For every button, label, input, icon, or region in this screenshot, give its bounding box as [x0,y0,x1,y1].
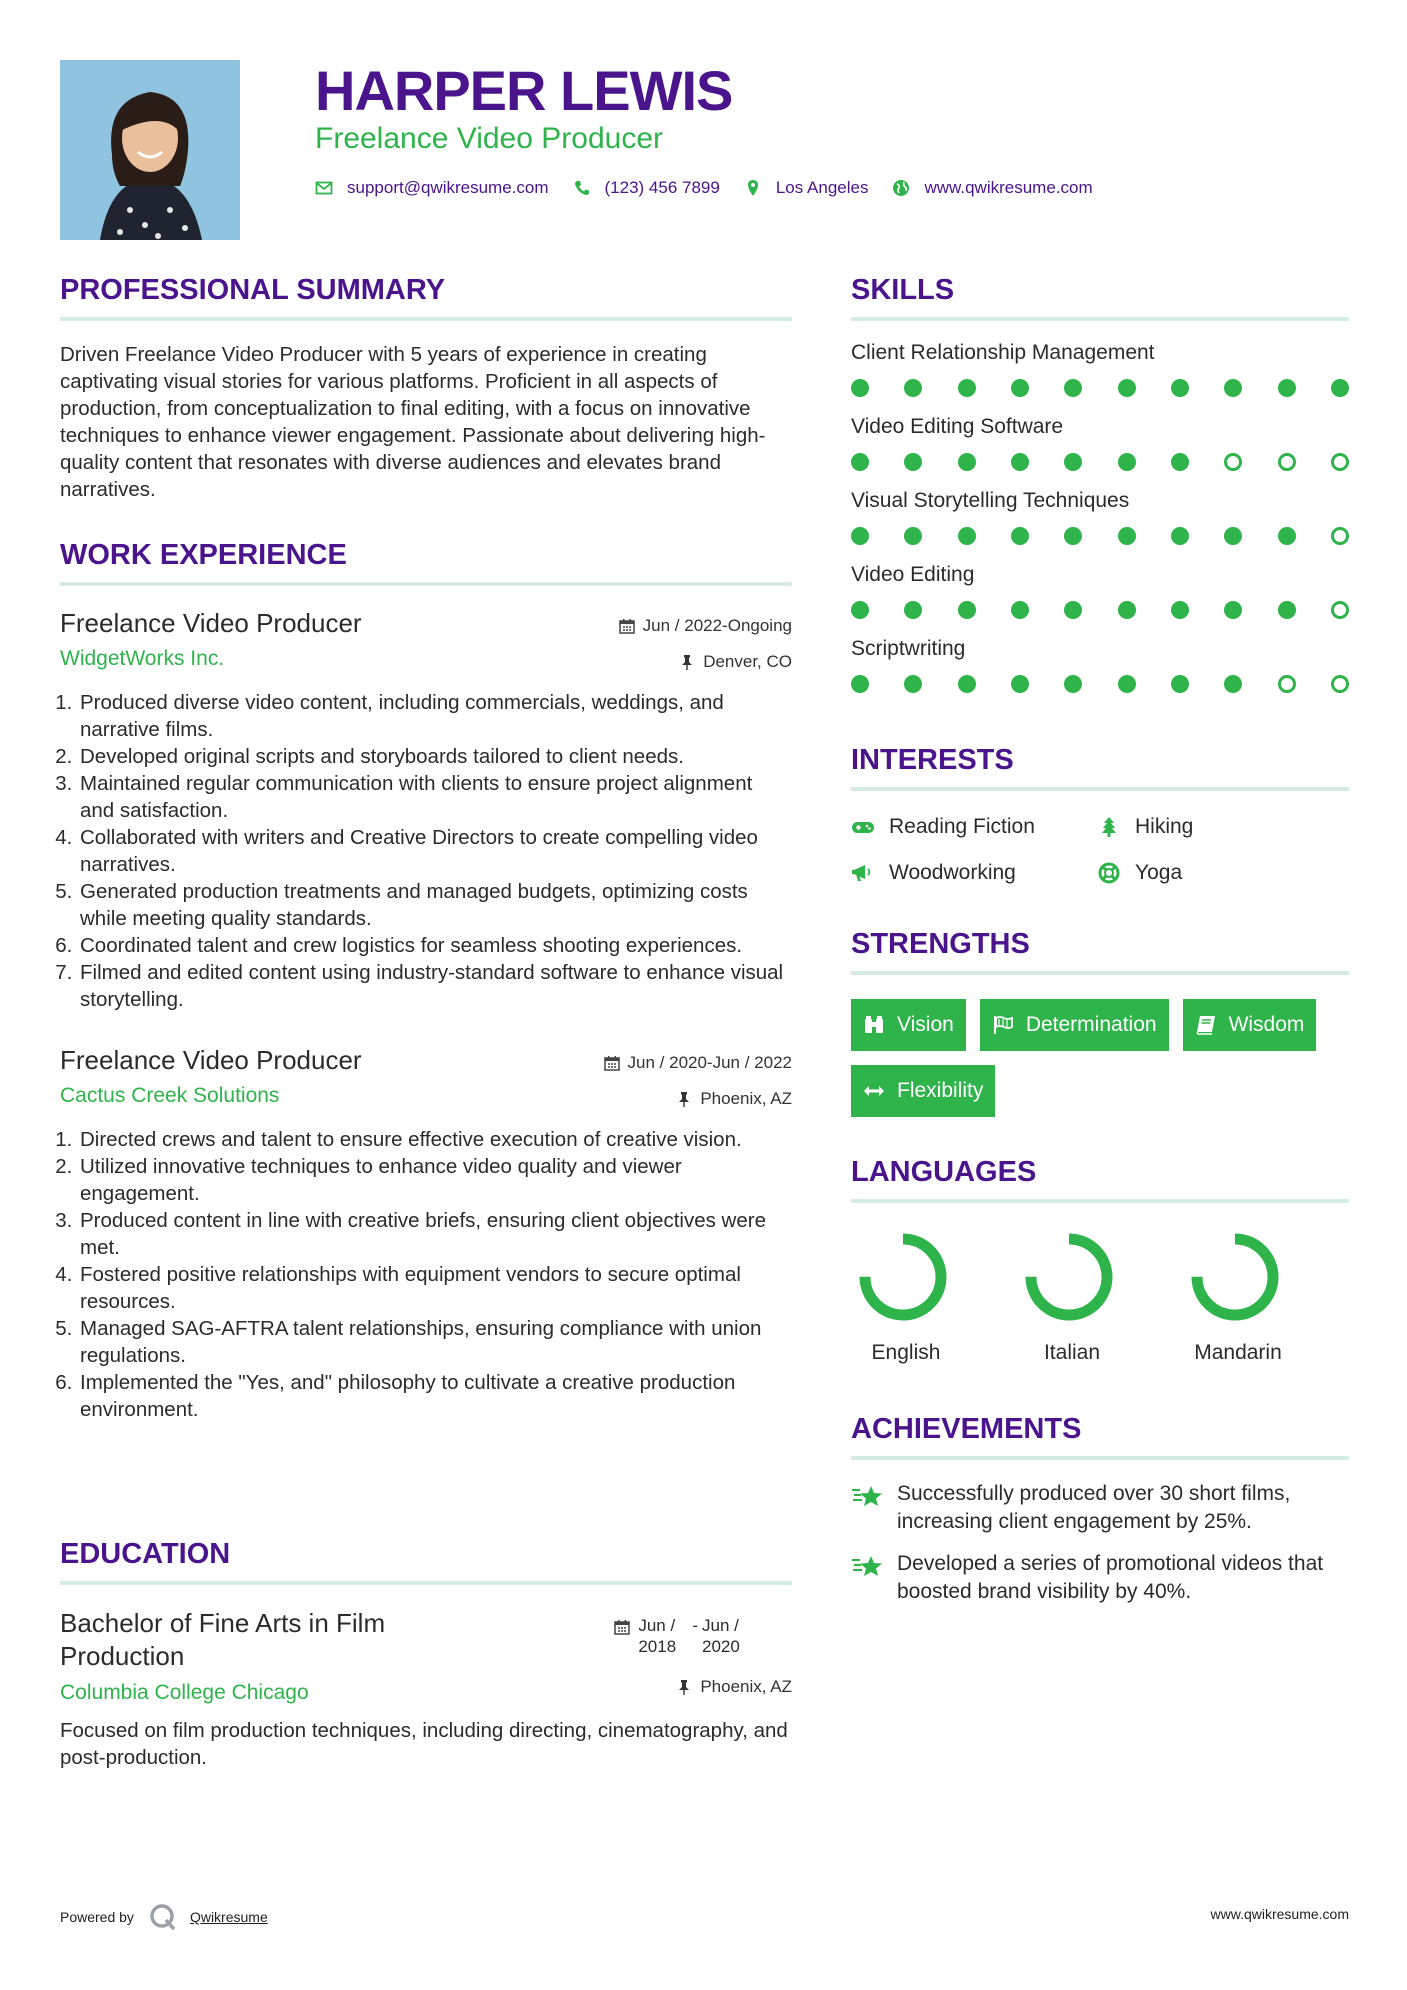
shooting-star-icon [851,1482,885,1512]
website-text: www.qwikresume.com [924,178,1093,197]
languages-list [851,1229,1349,1365]
calendar-icon [619,618,635,634]
rating-dot-filled [1278,379,1296,397]
rating-dot-filled [958,601,976,619]
map-marker-icon [744,179,762,197]
job-date: Jun / 2022-Ongoing [619,616,792,636]
rating-dot-filled [1278,527,1296,545]
job-title: Freelance Video Producer [60,608,362,638]
language-name: Mandarin [1194,1341,1282,1364]
achievement-item: Developed a series of promotional videos that boosted brand visibility by 40%. [851,1550,1349,1606]
interest-item: Hiking [1097,815,1337,839]
rating-dot-filled [1118,527,1136,545]
envelope-icon [315,179,333,197]
list-item: 6. Coordinated talent and crew logistics for seamless shooting experiences. [78,932,792,959]
location-text: Los Angeles [775,178,869,197]
education-location: Phoenix, AZ [676,1677,792,1697]
shooting-star-icon [851,1552,885,1582]
skill-name: Video Editing [851,563,975,586]
strength-badge: Wisdom [1183,999,1317,1051]
job-company: WidgetWorks Inc. [60,647,225,670]
education-section [60,1538,792,1771]
lifebuoy-icon [1097,862,1121,884]
rating-dot-filled [1224,379,1242,397]
rating-dot-filled [851,675,869,693]
skills-title: SKILLS [851,274,1349,321]
phone-text: (123) 456 7899 [604,178,720,197]
rating-dot-filled [1224,527,1242,545]
rating-dot-filled [1171,453,1189,471]
rating-dot-empty [1278,675,1296,693]
language-ring [855,1229,951,1325]
language-ring-arc [865,1239,941,1315]
rating-dot-filled [904,379,922,397]
rating-dot-empty [1331,527,1349,545]
contact-website[interactable] [892,178,1092,198]
list-item: 2. Utilized innovative techniques to enhance video quality and viewer engagement. [78,1153,792,1207]
interest-item: Yoga [1097,861,1337,885]
start-date: Jun / 2018 [638,1616,677,1656]
education-entry [60,1607,792,1771]
email-text: support@qwikresume.com [347,178,549,197]
globe-icon [892,179,910,197]
rating-dot-filled [904,601,922,619]
job-bullets [60,689,792,1013]
achievement-item: Successfully produced over 30 short films, increasing client engagement by 25%. [851,1480,1349,1536]
school-name: Columbia College Chicago [60,1681,309,1704]
qwikresume-link[interactable]: Qwikresume [189,1909,268,1925]
footer-powered-by [60,1902,268,1932]
rating-dot-filled [1118,379,1136,397]
skill-rating [851,453,1349,471]
strengths-list [851,985,1349,1117]
list-item: 3. Maintained regular communication with clients to ensure project alignment and satisfaction. [78,770,792,824]
rating-dot-filled [851,527,869,545]
gamepad-icon [851,816,875,838]
rating-dot-filled [904,675,922,693]
rating-dot-filled [958,527,976,545]
education-title: EDUCATION [60,1538,792,1585]
strength-badge: Determination [980,999,1169,1051]
rating-dot-filled [1171,379,1189,397]
rating-dot-filled [1331,379,1349,397]
achievements-section [851,1413,1349,1606]
bullhorn-icon [851,862,875,884]
list-item: 1. Produced diverse video content, including commercials, weddings, and narrative films. [78,689,792,743]
summary-section [60,274,792,503]
list-item: 3. Produced content in line with creative briefs, ensuring client objectives were met. [78,1207,792,1261]
rating-dot-empty [1331,601,1349,619]
rating-dot-filled [1011,453,1029,471]
job-entry [60,608,792,1013]
languages-title: LANGUAGES [851,1156,1349,1203]
interest-item: Reading Fiction [851,815,1097,839]
list-item: 2. Developed original scripts and storyboards tailored to client needs. [78,743,792,770]
language-name: English [871,1341,941,1364]
list-item: 6. Implemented the "Yes, and" philosophy to cultivate a creative production environment. [78,1369,792,1423]
strength-badge: Vision [851,999,966,1051]
summary-title: PROFESSIONAL SUMMARY [60,274,792,321]
rating-dot-filled [851,379,869,397]
experience-section [60,539,792,1423]
language-ring [1187,1229,1283,1325]
rating-dot-filled [1171,527,1189,545]
pushpin-icon [676,1679,692,1695]
contact-location [744,178,869,198]
summary-text: Driven Freelance Video Producer with 5 years of experience in creating captivating visual stories for various platforms. Proficient in all aspects of production, from conceptualization to final editing, with a focus on innovative techniques to enhance viewer engagement. Passionate about delivering high-quality content that resonates with diverse audiences and elevates brand narratives. [60,343,766,501]
job-entry [60,1045,792,1423]
contact-phone[interactable] [573,178,720,198]
skills-list [851,341,1349,693]
strengths-title: STRENGTHS [851,928,1349,975]
list-item: 4. Collaborated with writers and Creative Directors to create compelling video narratives. [78,824,792,878]
rating-dot-filled [1064,379,1082,397]
arrows-h-icon [863,1081,885,1101]
job-location: Denver, CO [679,652,792,672]
flag-icon [992,1015,1014,1035]
rating-dot-filled [1118,675,1136,693]
job-location: Phoenix, AZ [676,1089,792,1109]
rating-dot-filled [958,453,976,471]
book-icon [1195,1015,1217,1035]
strength-badge: Flexibility [851,1065,995,1117]
rating-dot-filled [1224,601,1242,619]
strengths-section [851,928,1349,1117]
date-dash: - [692,1616,698,1635]
rating-dot-empty [1224,453,1242,471]
interests-grid [851,815,1349,885]
skill-rating [851,527,1349,545]
rating-dot-filled [1064,675,1082,693]
interests-title: INTERESTS [851,744,1349,791]
rating-dot-filled [1224,675,1242,693]
rating-dot-filled [904,453,922,471]
education-description: Focused on film production techniques, including directing, cinematography, and post-production. [60,1719,788,1769]
calendar-icon [614,1619,630,1635]
interest-item: Woodworking [851,861,1097,885]
binoculars-icon [863,1015,885,1035]
degree-title: Bachelor of Fine Arts in Film Production [60,1608,386,1671]
education-dates [614,1615,748,1657]
candidate-name: HARPER LEWIS [315,59,733,122]
rating-dot-filled [904,527,922,545]
qwikresume-logo-icon [148,1902,178,1932]
rating-dot-empty [1278,453,1296,471]
language-ring [1021,1229,1117,1325]
skill-name: Visual Storytelling Techniques [851,489,1130,512]
rating-dot-filled [851,601,869,619]
list-item: 7. Filmed and edited content using industry-standard software to enhance visual storytelling. [78,959,792,1013]
profile-photo [60,60,240,240]
powered-by-text: Powered by [60,1909,134,1925]
language-item [1017,1229,1183,1365]
skill-name: Scriptwriting [851,637,966,660]
language-ring-arc [1031,1239,1107,1315]
rating-dot-filled [958,379,976,397]
rating-dot-filled [851,453,869,471]
pushpin-icon [679,654,695,670]
rating-dot-empty [1331,453,1349,471]
experience-title: WORK EXPERIENCE [60,539,792,586]
contact-bar [315,178,1117,198]
rating-dot-filled [1064,601,1082,619]
rating-dot-filled [1064,453,1082,471]
rating-dot-filled [1011,675,1029,693]
language-item [1183,1229,1349,1365]
interests-section [851,744,1349,885]
rating-dot-filled [1064,527,1082,545]
list-item: 5. Managed SAG-AFTRA talent relationships, ensuring compliance with union regulations. [78,1315,792,1369]
skill-name: Video Editing Software [851,415,1064,438]
skills-section [851,274,1349,693]
rating-dot-filled [1118,601,1136,619]
job-date: Jun / 2020-Jun / 2022 [604,1053,792,1073]
list-item: 4. Fostered positive relationships with equipment vendors to secure optimal resources. [78,1261,792,1315]
rating-dot-empty [1331,675,1349,693]
rating-dot-filled [1011,379,1029,397]
achievements-title: ACHIEVEMENTS [851,1413,1349,1460]
contact-email[interactable] [315,178,549,198]
list-item: 1. Directed crews and talent to ensure effective execution of creative vision. [78,1126,792,1153]
rating-dot-filled [1278,601,1296,619]
rating-dot-filled [1011,601,1029,619]
job-title: Freelance Video Producer [60,1045,362,1075]
skill-name: Client Relationship Management [851,341,1155,364]
list-item: 5. Generated production treatments and managed budgets, optimizing costs while meeting quality standards. [78,878,792,932]
skill-rating [851,601,1349,619]
candidate-role: Freelance Video Producer [315,122,663,155]
calendar-icon [604,1055,620,1071]
skill-rating [851,675,1349,693]
rating-dot-filled [1118,453,1136,471]
languages-section [851,1156,1349,1365]
pushpin-icon [676,1091,692,1107]
phone-icon [573,179,591,197]
rating-dot-filled [958,675,976,693]
language-name: Italian [1043,1341,1101,1364]
language-ring-arc [1197,1239,1273,1315]
job-company: Cactus Creek Solutions [60,1084,280,1107]
end-date: Jun / 2020 [702,1616,740,1656]
rating-dot-filled [1171,601,1189,619]
skill-rating [851,379,1349,397]
language-item [851,1229,1017,1365]
rating-dot-filled [1011,527,1029,545]
footer-website[interactable]: www.qwikresume.com [1210,1906,1349,1922]
job-bullets [60,1126,792,1423]
rating-dot-filled [1171,675,1189,693]
tree-icon [1097,816,1121,838]
